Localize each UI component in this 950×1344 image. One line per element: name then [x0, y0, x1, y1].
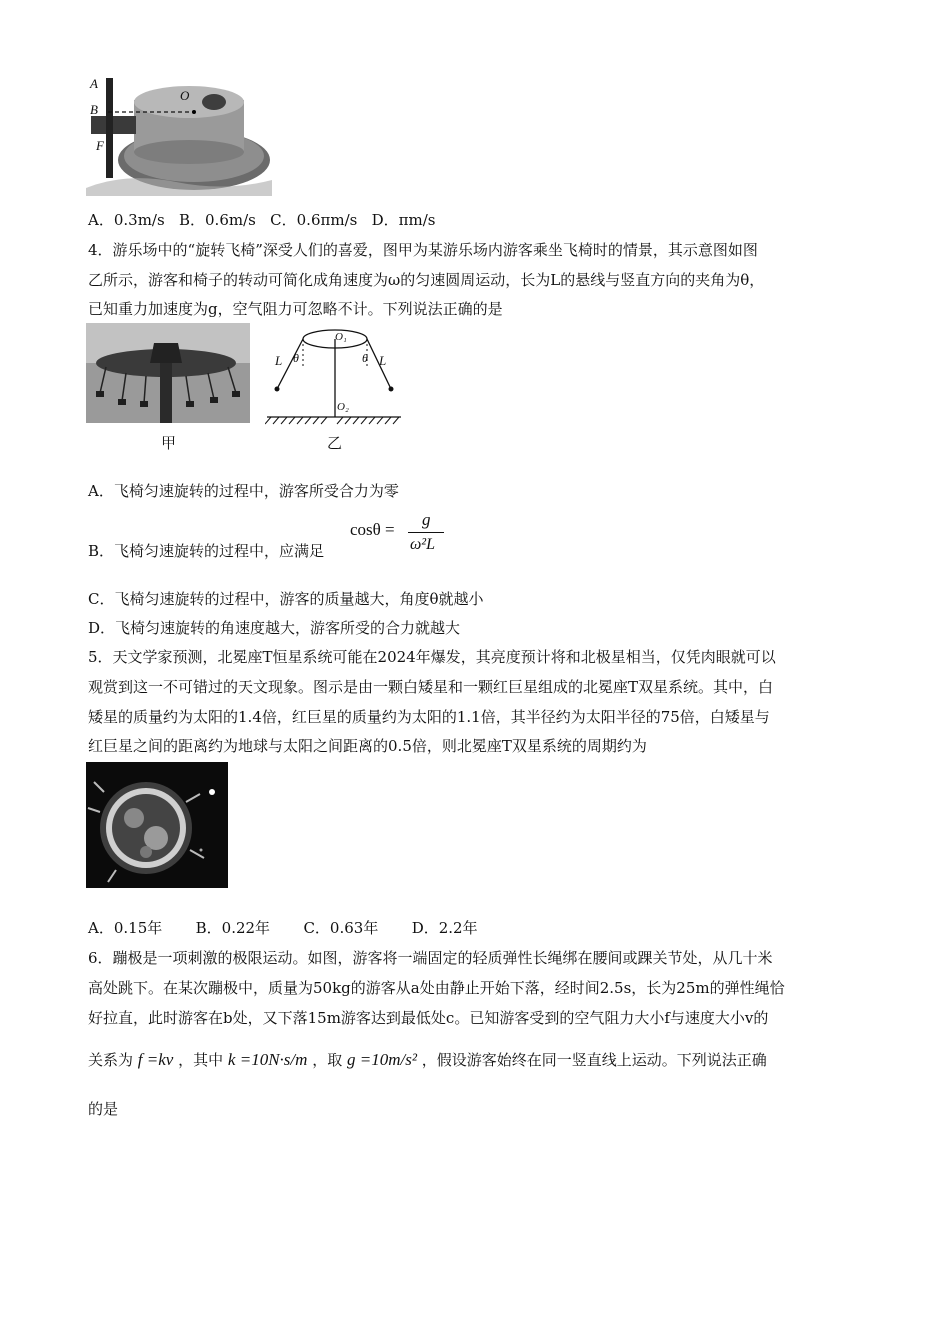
q6-line4-c: ，取 [312, 1051, 343, 1069]
label-L-right: L [379, 353, 387, 368]
q5-stem-line2: 观赏到这一不可错过的天文现象。图示是由一颗白矮星和一颗红巨星组成的北冕座T双星系统。其中，白 [88, 678, 774, 696]
q3-options [88, 210, 436, 230]
label-L-left: L [275, 353, 283, 368]
q5-option-c: C．0.63年 [303, 919, 379, 937]
formula-numerator: g [422, 510, 431, 529]
q6-stem-line5: 的是 [88, 1100, 119, 1118]
formula-cos-theta [350, 510, 460, 560]
q6-stem-line4 [88, 1050, 767, 1070]
q4-option-b [88, 541, 324, 561]
q4-stem-line2: 乙所示，游客和椅子的转动可简化成角速度为ω的匀速圆周运动，长为L的悬线与竖直方向的夹角为θ， [88, 271, 765, 289]
fig-caption-yi: 乙 [327, 434, 343, 452]
q5-stem-line1: 5．天文学家预测，北冕座T恒星系统可能在2024年爆发，其亮度预计将和北极星相当，仅凭肉眼就可以 [88, 648, 776, 666]
flying-chair-diagram [265, 325, 405, 425]
q3-option-d: D．πm/s [371, 211, 436, 229]
formula-f-kv: f =kv [137, 1050, 174, 1069]
formula-k: k =10N·s/m [227, 1050, 308, 1069]
label-O: O [180, 88, 190, 103]
q6-line4-a: 关系为 [88, 1051, 134, 1069]
q6-line4-b: ，其中 [178, 1051, 224, 1069]
fig-caption-jia: 甲 [161, 434, 177, 452]
q5-stem-line3: 矮星的质量约为太阳的1.4倍，红巨星的质量约为太阳的1.1倍，其半径约为太阳半径的75倍，白矮星与 [88, 708, 770, 726]
millstone-figure [86, 76, 272, 196]
q6-line4-d: ，假设游客始终在同一竖直线上运动。下列说法正确 [421, 1051, 767, 1069]
formula-g: g =10m/s² [346, 1050, 417, 1069]
q6-stem-line3: 好拉直，此时游客在b处，又下落15m游客达到最低处c。已知游客受到的空气阻力大小f与速度大小v的 [88, 1009, 769, 1027]
q5-option-b: B．0.22年 [195, 919, 271, 937]
fraction-bar [408, 532, 444, 533]
q3-option-b: B．0.6m/s [178, 211, 256, 229]
q6-stem-line2: 高处跳下。在某次蹦极中，质量为50kg的游客从a处由静止开始下落，经时间2.5s，长为25m的弹性绳恰 [88, 979, 785, 997]
q5-option-a: A．0.15年 [88, 919, 163, 937]
label-B: B [90, 102, 98, 117]
q3-option-c: C．0.6πm/s [270, 211, 358, 229]
label-O2: O₂ [337, 401, 349, 413]
q5-stem-line4: 红巨星之间的距离约为地球与太阳之间距离的0.5倍，则北冕座T双星系统的周期约为 [88, 737, 647, 755]
q4-option-c: C．飞椅匀速旋转的过程中，游客的质量越大，角度θ就越小 [88, 590, 484, 608]
q5-options [88, 918, 478, 938]
q6-stem-line1: 6．蹦极是一项刺激的极限运动。如图，游客将一端固定的轻质弹性长绳绑在腰间或踝关节处，从几十米 [88, 949, 773, 967]
label-F: F [96, 138, 104, 153]
label-theta-left: θ [293, 351, 299, 365]
q4-option-a: A．飞椅匀速旋转的过程中，游客所受合力为零 [88, 482, 399, 500]
q4-stem-line3: 已知重力加速度为g，空气阻力可忽略不计。下列说法正确的是 [88, 300, 503, 318]
binary-star-image [86, 762, 228, 888]
formula-denominator: ω²L [410, 536, 435, 553]
label-A: A [90, 76, 98, 91]
q4-stem-line1: 4．游乐场中的“旋转飞椅”深受人们的喜爱，图甲为某游乐场内游客乘坐飞椅时的情景，其示意图如图 [88, 241, 758, 259]
q5-option-d: D．2.2年 [411, 919, 478, 937]
q4-option-b-text: B．飞椅匀速旋转的过程中，应满足 [88, 542, 325, 560]
q3-option-a: A．0.3m/s [88, 211, 165, 229]
label-theta-right: θ [362, 351, 368, 365]
label-O1: O₁ [335, 331, 347, 343]
q4-option-d: D．飞椅匀速旋转的角速度越大，游客所受的合力就越大 [88, 619, 461, 637]
formula-lhs: cosθ = [350, 520, 395, 539]
flying-chair-photo [86, 323, 250, 423]
